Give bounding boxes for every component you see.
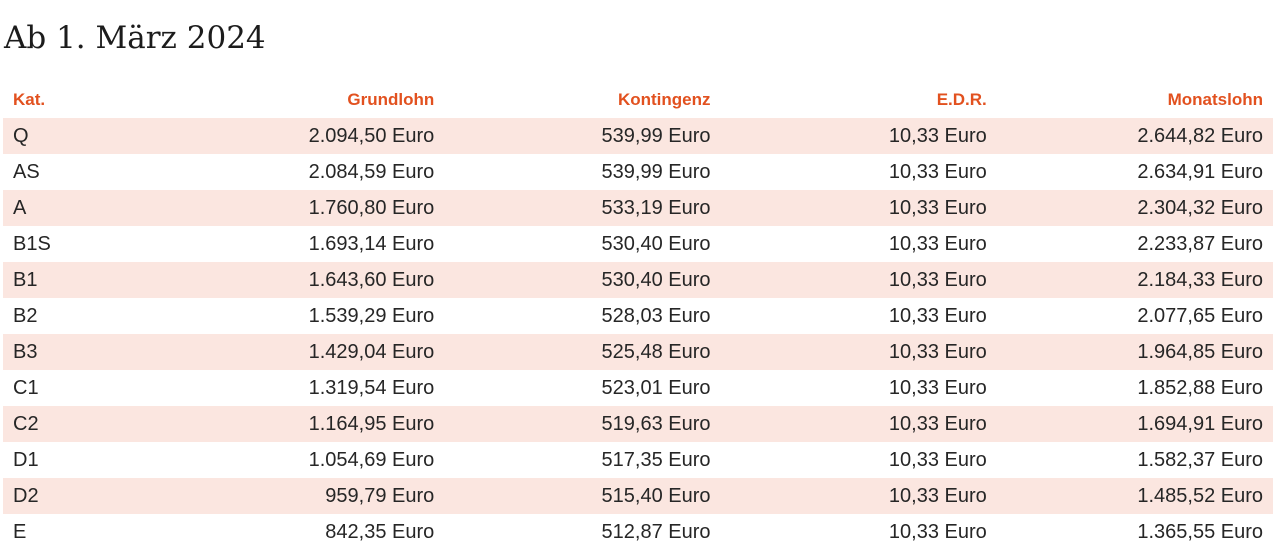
table-row xyxy=(3,298,1273,334)
cell-edr: 10,33 Euro xyxy=(721,262,997,298)
cell-kontingenz: 525,48 Euro xyxy=(444,334,720,370)
cell-grundlohn: 2.084,59 Euro xyxy=(308,160,435,183)
cell-grundlohn: 842,35 Euro xyxy=(325,520,435,543)
cell-monatslohn: 2.634,91 Euro xyxy=(1137,160,1263,183)
cell-kat: B2 xyxy=(13,304,38,327)
table-row xyxy=(3,406,1273,442)
cell-monatslohn: 1.485,52 Euro xyxy=(997,478,1273,514)
cell-kat: E xyxy=(13,520,27,543)
cell-monatslohn: 1.365,55 Euro xyxy=(1137,520,1263,543)
header-monatslohn: Monatslohn xyxy=(1167,90,1263,109)
cell-edr: 10,33 Euro xyxy=(721,190,997,226)
cell-monatslohn: 1.964,85 Euro xyxy=(997,334,1273,370)
cell-grundlohn: 1.319,54 Euro xyxy=(308,376,435,399)
cell-monatslohn: 2.644,82 Euro xyxy=(997,118,1273,154)
cell-kat: AS xyxy=(13,160,40,183)
cell-grundlohn: 1.054,69 Euro xyxy=(308,448,435,471)
cell-monatslohn: 1.582,37 Euro xyxy=(1137,448,1263,471)
cell-kontingenz: 517,35 Euro xyxy=(601,448,711,471)
table-row xyxy=(3,442,1273,478)
cell-kat: B1S xyxy=(13,232,51,255)
cell-monatslohn: 2.077,65 Euro xyxy=(1137,304,1263,327)
cell-kontingenz: 530,40 Euro xyxy=(601,232,711,255)
cell-grundlohn: 1.429,04 Euro xyxy=(168,334,444,370)
cell-edr: 10,33 Euro xyxy=(721,334,997,370)
table-row xyxy=(3,370,1273,406)
table-body xyxy=(3,118,1273,550)
cell-kontingenz: 523,01 Euro xyxy=(601,376,711,399)
cell-edr: 10,33 Euro xyxy=(888,520,987,543)
cell-grundlohn: 1.643,60 Euro xyxy=(168,262,444,298)
cell-kat: D2 xyxy=(3,478,168,514)
cell-grundlohn: 1.539,29 Euro xyxy=(308,304,435,327)
cell-kontingenz: 539,99 Euro xyxy=(601,160,711,183)
table-row xyxy=(3,118,1273,154)
table-row xyxy=(3,190,1273,226)
cell-monatslohn: 2.304,32 Euro xyxy=(997,190,1273,226)
table-row xyxy=(3,262,1273,298)
table-row xyxy=(3,478,1273,514)
cell-edr: 10,33 Euro xyxy=(721,118,997,154)
header-kat: Kat. xyxy=(13,90,46,109)
table-row xyxy=(3,334,1273,370)
cell-edr: 10,33 Euro xyxy=(721,478,997,514)
cell-kontingenz: 533,19 Euro xyxy=(444,190,720,226)
page-title: Ab 1. März 2024 xyxy=(4,20,266,56)
cell-grundlohn: 1.760,80 Euro xyxy=(168,190,444,226)
cell-edr: 10,33 Euro xyxy=(888,304,987,327)
cell-kontingenz: 512,87 Euro xyxy=(601,520,711,543)
table-header xyxy=(3,82,1273,118)
cell-edr: 10,33 Euro xyxy=(888,376,987,399)
cell-kat: C2 xyxy=(3,406,168,442)
header-edr: E.D.R. xyxy=(936,90,987,109)
cell-kat: Q xyxy=(3,118,168,154)
cell-kontingenz: 530,40 Euro xyxy=(444,262,720,298)
cell-kontingenz: 528,03 Euro xyxy=(601,304,711,327)
header-grundlohn: Grundlohn xyxy=(347,90,435,109)
cell-grundlohn: 1.693,14 Euro xyxy=(308,232,435,255)
cell-kat: C1 xyxy=(13,376,39,399)
cell-grundlohn: 959,79 Euro xyxy=(168,478,444,514)
cell-kat: A xyxy=(3,190,168,226)
cell-kontingenz: 539,99 Euro xyxy=(444,118,720,154)
cell-grundlohn: 1.164,95 Euro xyxy=(168,406,444,442)
cell-edr: 10,33 Euro xyxy=(888,160,987,183)
cell-edr: 10,33 Euro xyxy=(888,448,987,471)
header-row xyxy=(3,82,1273,118)
cell-kontingenz: 519,63 Euro xyxy=(444,406,720,442)
header-kontingenz: Kontingenz xyxy=(617,90,711,109)
cell-kat: B1 xyxy=(3,262,168,298)
cell-monatslohn: 2.233,87 Euro xyxy=(1137,232,1263,255)
cell-kontingenz: 515,40 Euro xyxy=(444,478,720,514)
cell-grundlohn: 2.094,50 Euro xyxy=(168,118,444,154)
cell-edr: 10,33 Euro xyxy=(721,406,997,442)
table-row xyxy=(3,514,1273,550)
table-row xyxy=(3,154,1273,190)
cell-monatslohn: 1.694,91 Euro xyxy=(997,406,1273,442)
cell-monatslohn: 1.852,88 Euro xyxy=(1137,376,1263,399)
cell-monatslohn: 2.184,33 Euro xyxy=(997,262,1273,298)
cell-edr: 10,33 Euro xyxy=(888,232,987,255)
cell-kat: D1 xyxy=(13,448,39,471)
table-row xyxy=(3,226,1273,262)
cell-kat: B3 xyxy=(3,334,168,370)
wage-table xyxy=(3,82,1273,550)
